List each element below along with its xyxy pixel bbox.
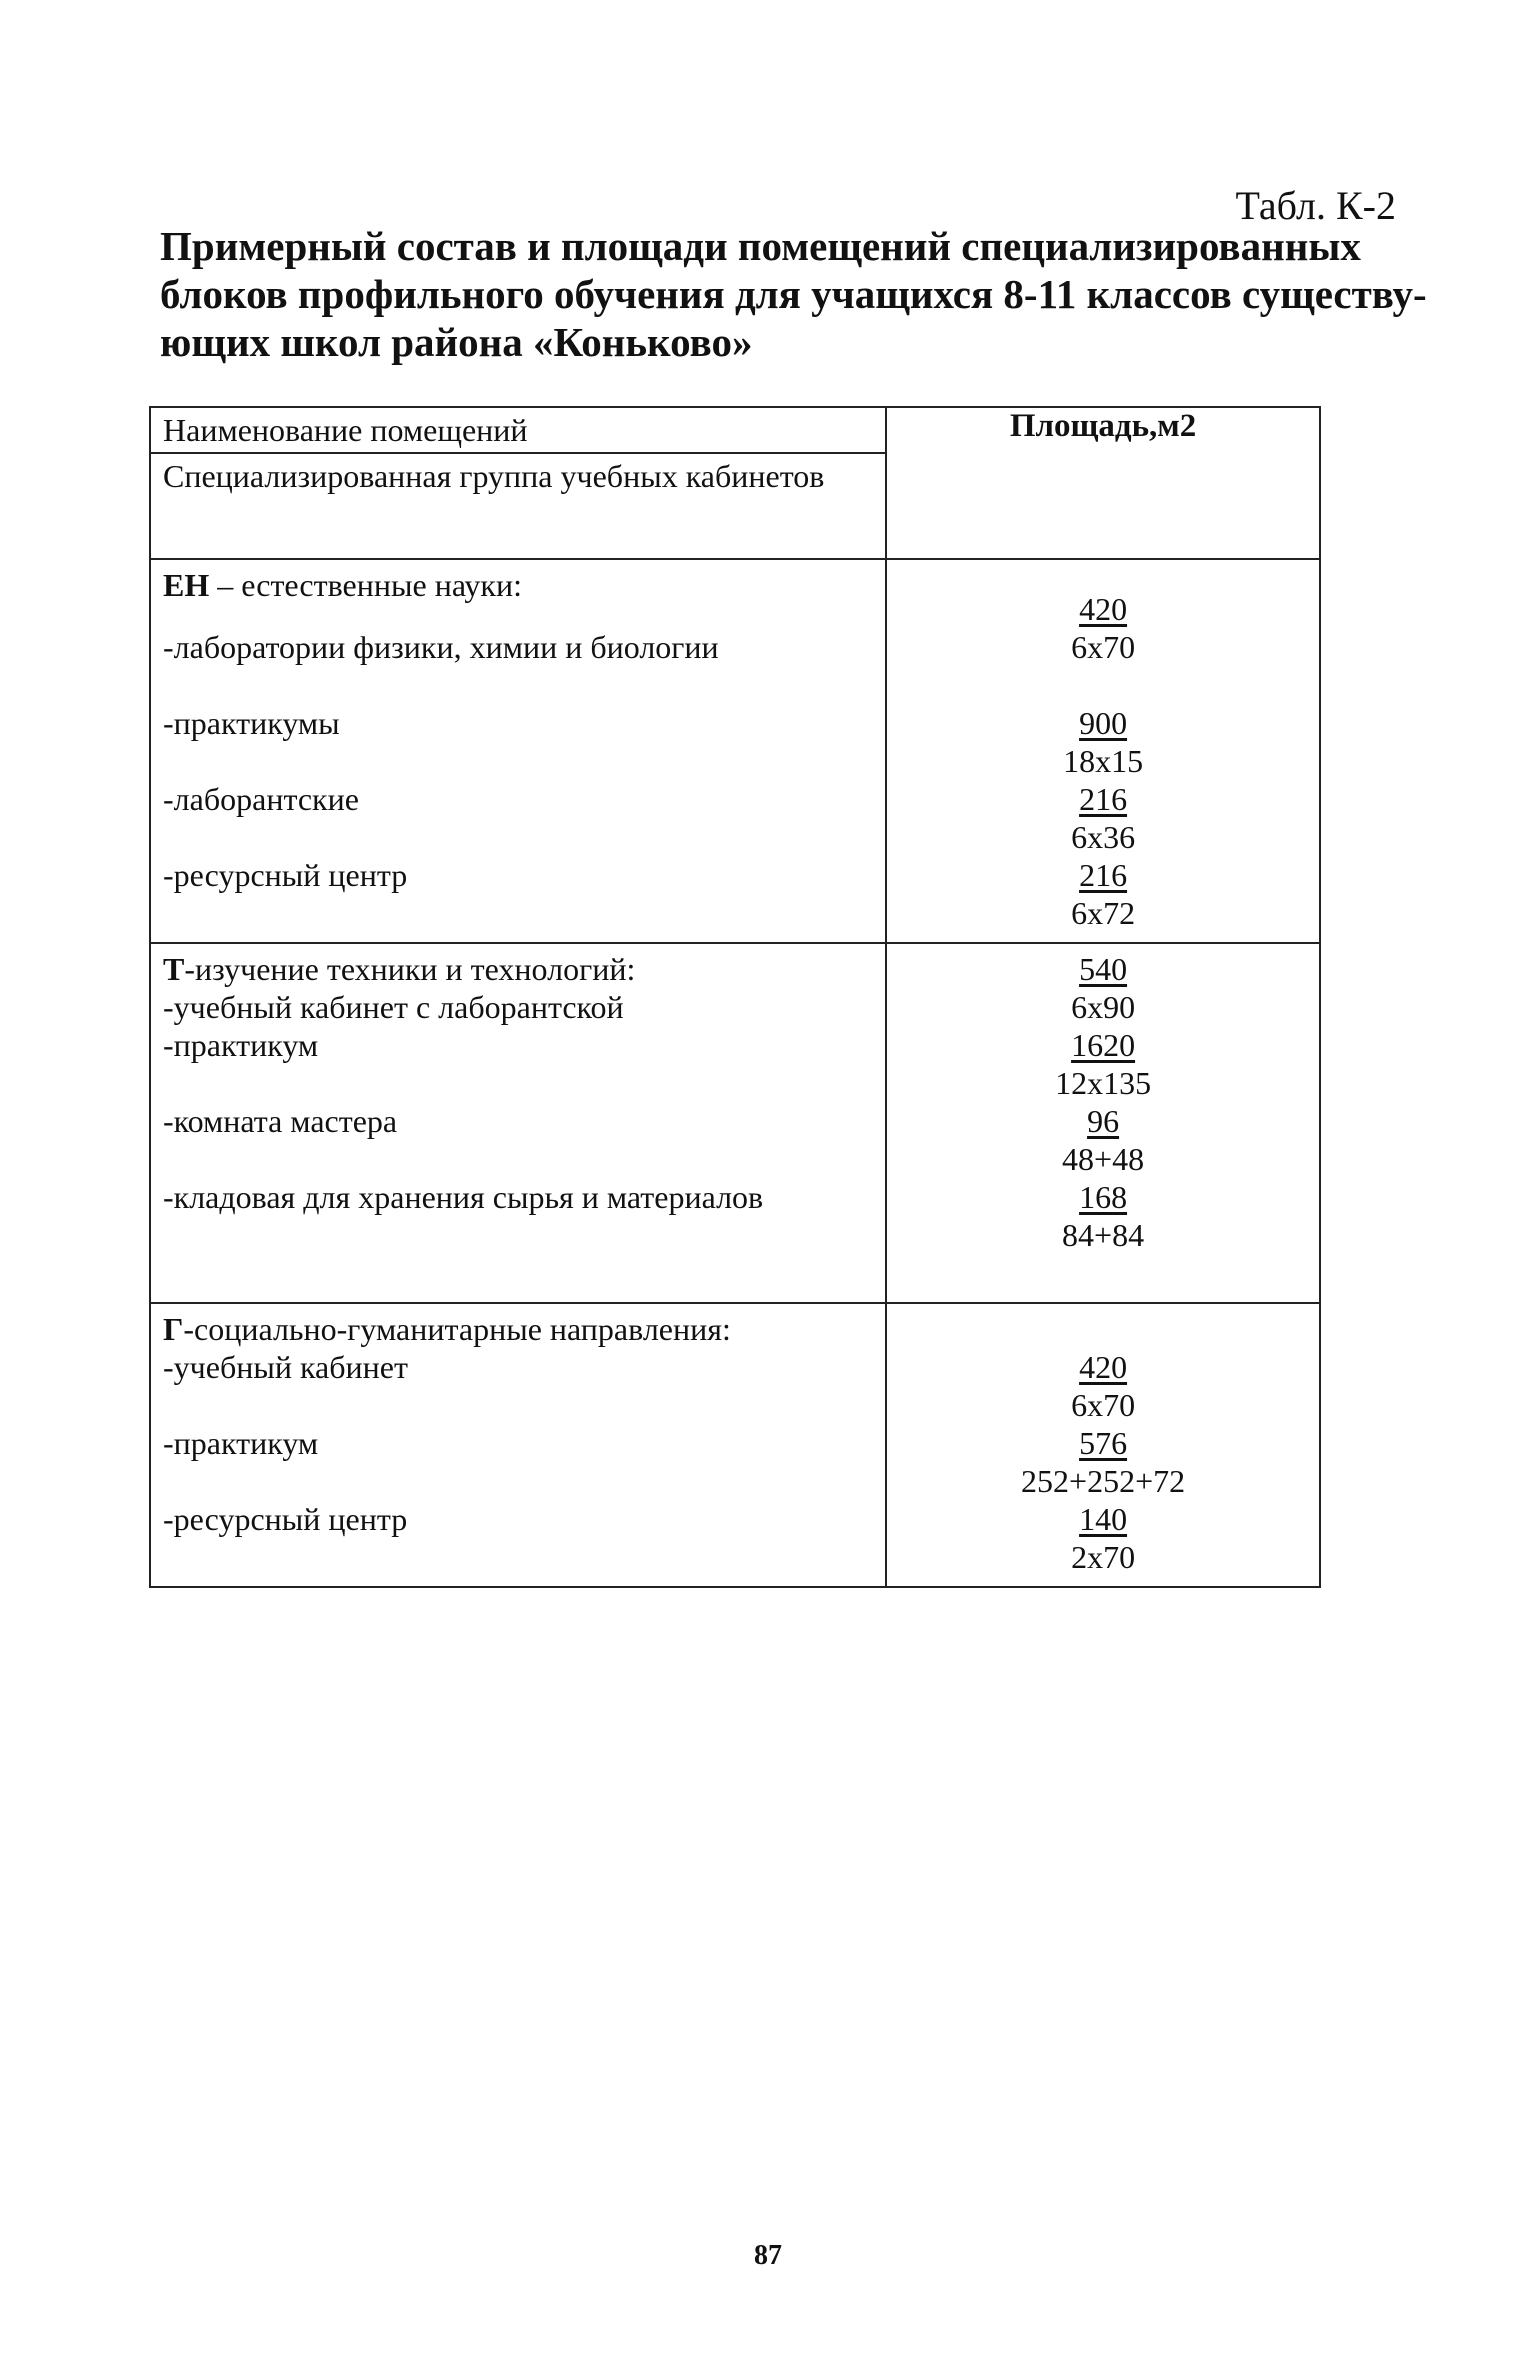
section-area-cell (886, 559, 1320, 943)
area-total: 420 (1079, 1349, 1128, 1385)
page-number: 87 (754, 2240, 782, 2271)
section-row-t (150, 943, 1320, 1303)
title-line: ющих школ района «Коньково» (160, 319, 753, 365)
table-header-row (150, 407, 1320, 559)
area-total: 900 (1079, 705, 1128, 741)
area-total: 168 (1079, 1179, 1128, 1215)
area-total: 216 (1079, 781, 1128, 817)
area-total: 96 (1087, 1103, 1120, 1139)
section-title (163, 950, 873, 988)
area-calc: 6х90 (1071, 989, 1136, 1025)
area-total: 576 (1079, 1425, 1128, 1461)
area-calc: 12х135 (1055, 1065, 1152, 1101)
section-title-text: – естественные науки: (209, 567, 522, 603)
section-code: Г (163, 1311, 184, 1347)
room-name: -учебный кабинет с лаборантской (163, 989, 624, 1025)
header-group-label: Специализированная группа учебных кабинетов (163, 458, 825, 494)
section-code: ЕН (163, 567, 210, 603)
section-title (163, 566, 873, 604)
area-total: 140 (1079, 1501, 1128, 1537)
section-title (163, 1310, 873, 1348)
room-name: -кладовая для хранения сырья и материалов (163, 1179, 764, 1215)
area-calc: 84+84 (1062, 1217, 1145, 1253)
title-line: блоков профильного обучения для учащихся 8-11 классов существу- (160, 271, 1427, 317)
area-total: 1620 (1071, 1027, 1136, 1063)
area-calc: 18х15 (1063, 743, 1144, 779)
section-row-en (150, 559, 1320, 943)
room-name: -практикум (163, 1027, 319, 1063)
room-name: -лаборантские (163, 781, 359, 817)
room-name: -ресурсный центр (163, 1501, 408, 1537)
area-calc: 252+252+72 (1021, 1463, 1186, 1499)
room-name: -практикумы (163, 705, 340, 741)
section-title-text: -изучение техники и технологий: (184, 951, 636, 987)
section-area-cell (886, 943, 1320, 1303)
section-row-g (150, 1303, 1320, 1587)
area-calc: 6х72 (1071, 895, 1136, 931)
room-name: -ресурсный центр (163, 857, 408, 893)
area-calc: 2х70 (1071, 1539, 1136, 1575)
area-total: 216 (1079, 857, 1128, 893)
section-area-cell (886, 1303, 1320, 1587)
room-name: -учебный кабинет (163, 1349, 408, 1385)
area-calc: 48+48 (1062, 1141, 1145, 1177)
section-title-text: -социально-гуманитарные направления: (183, 1311, 731, 1347)
room-name: -комната мастера (163, 1103, 398, 1139)
table-label: Табл. К-2 (1235, 183, 1396, 228)
title-line: Примерный состав и площади помещений специализированных (160, 223, 1361, 269)
header-name-label: Наименование помещений (151, 408, 885, 454)
area-total: 420 (1079, 591, 1128, 627)
header-area-label: Площадь,м2 (886, 407, 1320, 559)
document-title (160, 222, 1427, 366)
area-total: 540 (1079, 951, 1128, 987)
header-name-cell (150, 407, 886, 559)
area-calc: 6х70 (1071, 629, 1136, 665)
room-name: -лаборатории физики, химии и биологии (163, 629, 719, 665)
section-name-cell (150, 559, 886, 943)
area-calc: 6х70 (1071, 1387, 1136, 1423)
area-calc: 6х36 (1071, 819, 1136, 855)
section-code: Т (163, 951, 185, 987)
section-name-cell (150, 943, 886, 1303)
room-name: -практикум (163, 1425, 319, 1461)
section-name-cell (150, 1303, 886, 1587)
rooms-table (149, 406, 1321, 1588)
